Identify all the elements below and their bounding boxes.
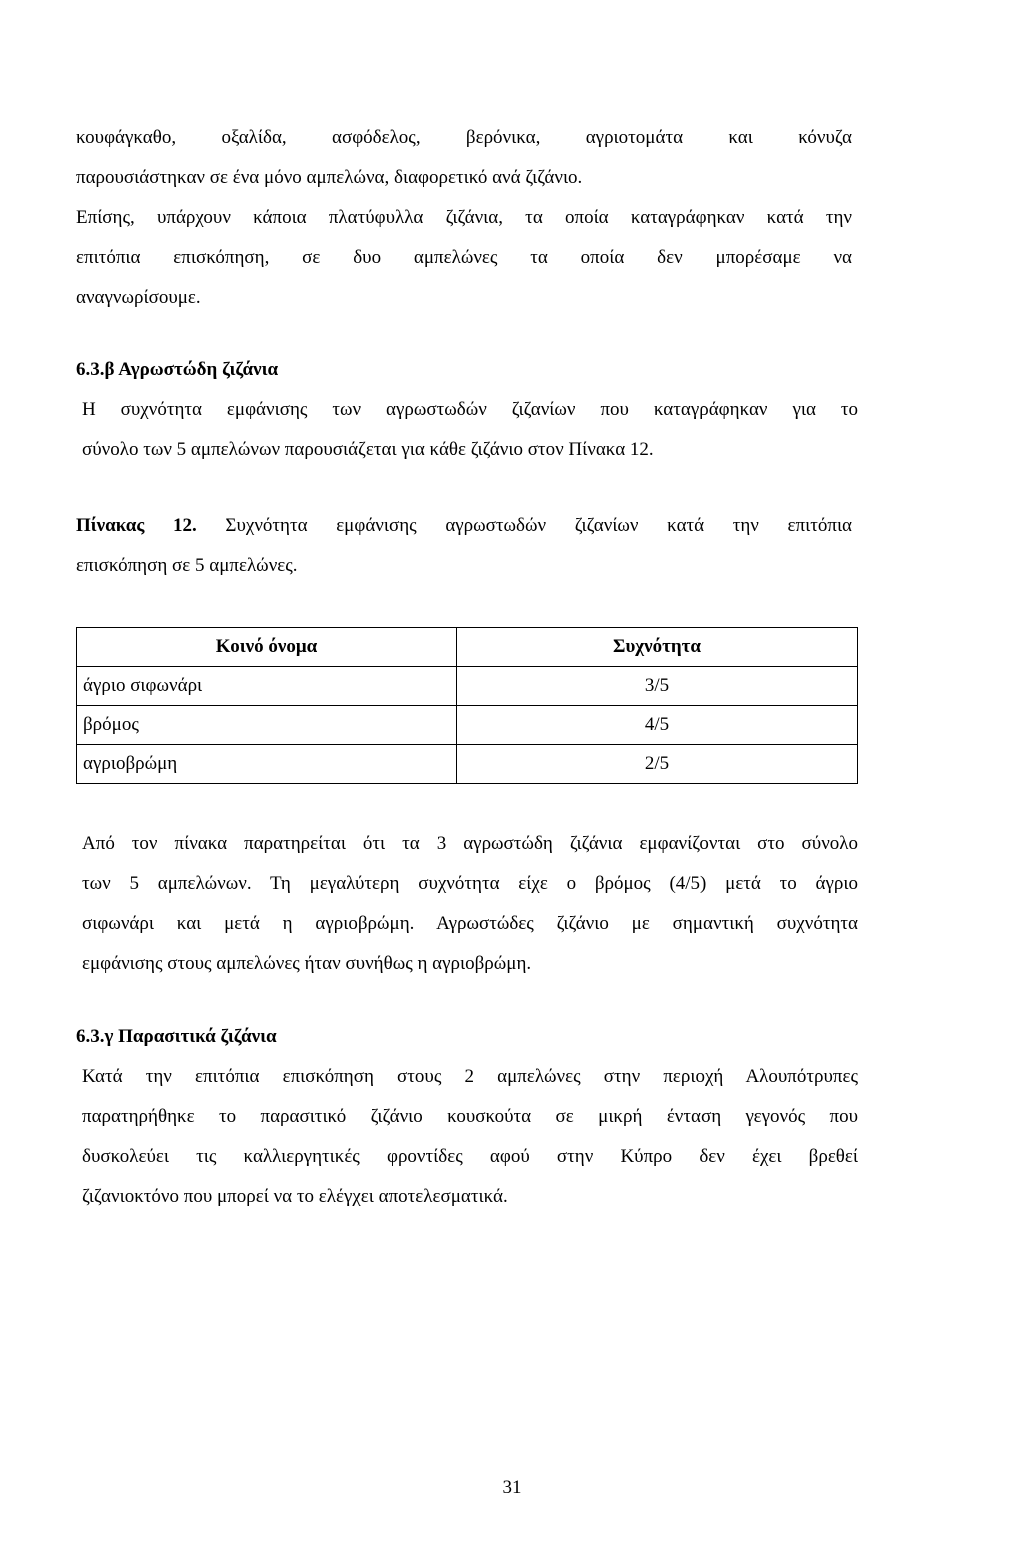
text-line: εμφάνισης στους αμπελώνες ήταν συνήθως η αγριοβρώμη. xyxy=(82,953,532,974)
text-line: παρατηρήθηκε το παρασιτικό ζιζάνιο κουσκούτα σε μικρή ένταση γεγονός που xyxy=(82,1106,858,1127)
text-line: σιφωνάρι και μετά η αγριοβρώμη. Αγρωστώδες ζιζάνιο με σημαντική συχνότητα xyxy=(82,913,858,934)
text-line: επιτόπια επισκόπηση, σε δυο αμπελώνες τα οποία δεν μπορέσαμε να xyxy=(76,247,852,268)
text-line: Κατά την επιτόπια επισκόπηση στους 2 αμπελώνες στην περιοχή Αλουπότρυπες xyxy=(82,1066,858,1087)
table-row xyxy=(77,667,858,706)
column-header-common-name: Κοινό όνομα xyxy=(77,628,457,667)
cell-common-name: βρόμος xyxy=(77,706,457,745)
text-line: σύνολο των 5 αμπελώνων παρουσιάζεται για κάθε ζιζάνιο στον Πίνακα 12. xyxy=(82,439,654,460)
cell-frequency: 3/5 xyxy=(457,667,858,706)
text-line: δυσκολεύει τις καλλιεργητικές φροντίδες αφού στην Κύπρο δεν έχει βρεθεί xyxy=(82,1146,858,1167)
cell-frequency: 4/5 xyxy=(457,706,858,745)
text-line: παρουσιάστηκαν σε ένα μόνο αμπελώνα, διαφορετικό ανά ζιζάνιο. xyxy=(76,167,583,188)
page-number: 31 xyxy=(502,1477,522,1498)
table-row xyxy=(77,745,858,784)
text-line: Από τον πίνακα παρατηρείται ότι τα 3 αγρωστώδη ζιζάνια εμφανίζονται στο σύνολο xyxy=(82,833,858,854)
caption-label: Πίνακας 12. xyxy=(76,515,197,536)
table-row xyxy=(77,706,858,745)
cell-common-name: αγριοβρώμη xyxy=(77,745,457,784)
text-line: κουφάγκαθο, οξαλίδα, ασφόδελος, βερόνικα, αγριοτομάτα και κόνυζα xyxy=(76,127,852,148)
section-heading-parasitic-weeds xyxy=(76,1017,852,1057)
text-line: αναγνωρίσουμε. xyxy=(76,287,201,308)
paragraph-table-analysis xyxy=(76,824,858,984)
text-line: των 5 αμπελώνων. Τη μεγαλύτερη συχνότητα είχε ο βρόμος (4/5) μετά το άγριο xyxy=(82,873,858,894)
text-line: ζιζανιοκτόνο που μπορεί να το ελέγχει αποτελεσματικά. xyxy=(82,1186,508,1207)
table-header-row xyxy=(77,628,858,667)
cell-frequency: 2/5 xyxy=(457,745,858,784)
frequency-table xyxy=(76,627,858,784)
caption-text: Συχνότητα εμφάνισης αγρωστωδών ζιζανίων κατά την επιτόπια xyxy=(225,515,852,536)
paragraph-grass-weeds xyxy=(76,390,858,470)
section-heading: 6.3.β Αγρωστώδη ζιζάνια xyxy=(76,359,279,380)
section-heading-grass-weeds xyxy=(76,350,852,390)
column-header-frequency: Συχνότητα xyxy=(457,628,858,667)
paragraph-parasitic-weeds xyxy=(76,1057,858,1217)
section-heading: 6.3.γ Παρασιτικά ζιζάνια xyxy=(76,1026,277,1047)
table-caption xyxy=(76,506,852,586)
paragraph-weed-list xyxy=(76,118,852,318)
caption-line: επισκόπηση σε 5 αμπελώνες. xyxy=(76,555,298,576)
text-line: Η συχνότητα εμφάνισης των αγρωστωδών ζιζανίων που καταγράφηκαν για το xyxy=(82,399,858,420)
caption-line xyxy=(76,506,852,546)
text-line: Επίσης, υπάρχουν κάποια πλατύφυλλα ζιζάνια, τα οποία καταγράφηκαν κατά την xyxy=(76,207,852,228)
cell-common-name: άγριο σιφωνάρι xyxy=(77,667,457,706)
